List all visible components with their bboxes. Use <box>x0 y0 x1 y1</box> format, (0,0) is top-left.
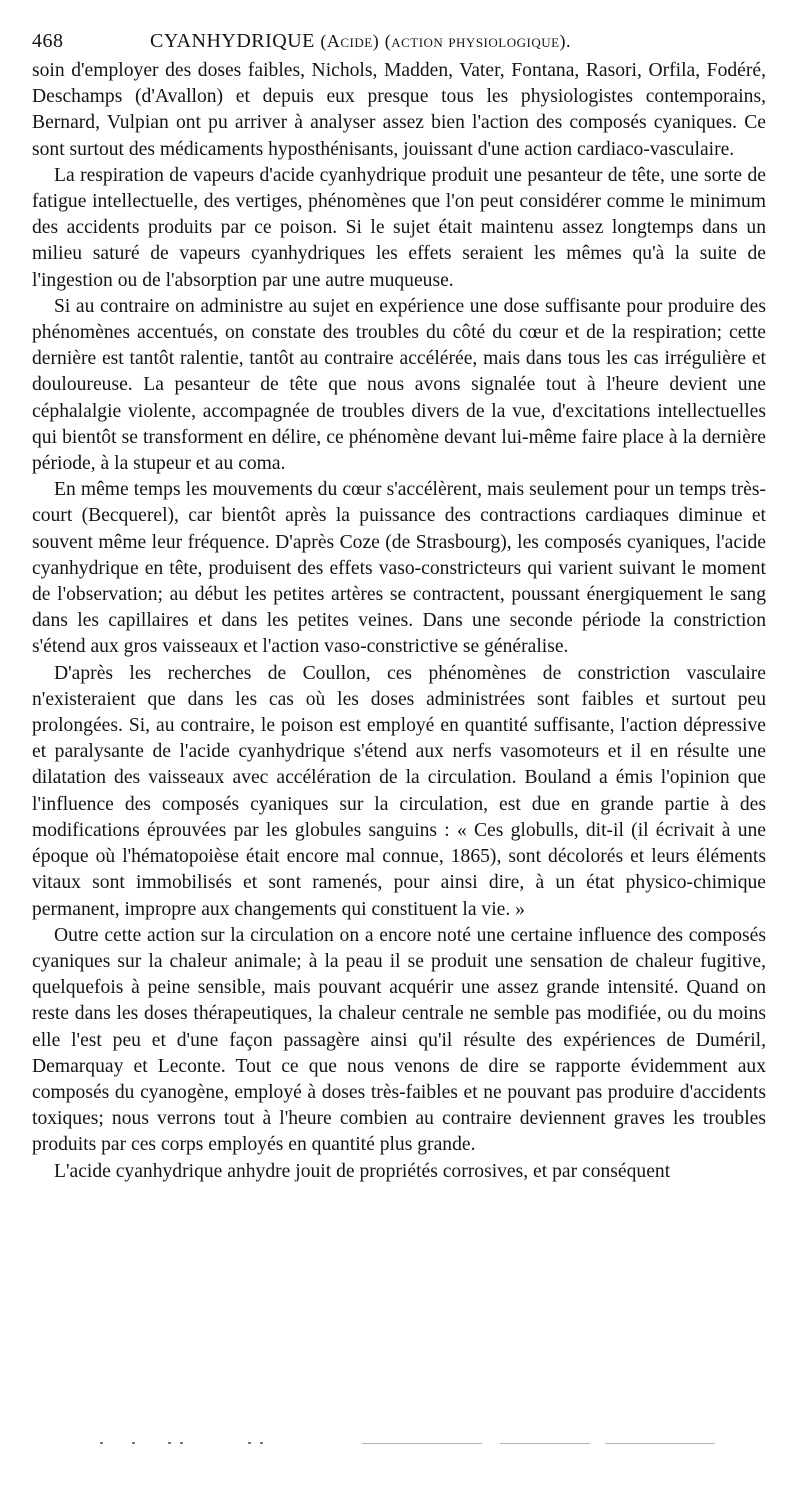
running-title <box>150 30 571 53</box>
scan-smudge <box>605 1443 715 1444</box>
scan-speck <box>100 1442 103 1444</box>
scan-smudge <box>500 1443 590 1444</box>
paragraph-continued: soin d'employer des doses faibles, Nichols, Madden, Vater, Fontana, Rasori, Orfila, Fodéré, Deschamps (d'Avallon) et depuis eux presque tous les physiologistes contemporains, Bernard, Vulpian ont pu arriver à analyser assez bien l'action des composés cyaniques. Ce sont surtout des médicaments hyposthénisants, jouissant d'une action cardiaco-vasculaire. <box>32 60 766 160</box>
scan-speck <box>180 1442 183 1444</box>
paragraph: Si au contraire on administre au sujet en expérience une dose suffisante pour produire des phénomènes accentués, on constate des troubles du côté du cœur et de la respiration; cette dernière est tantôt ralentie, tantôt au contraire accélérée, mais dans tous les cas irrégulière et douloureuse. La pesanteur de tête que nous avons signalée tout à l'heure devient une céphalalgie violente, accompagnée de troubles divers de la vue, d'excitations intellectuelles qui bientôt se transforment en délire, ce phénomène devant lui-même faire place à la dernière période, à la stupeur et au coma. <box>32 295 766 475</box>
body-text <box>32 58 766 1185</box>
page-number: 468 <box>32 30 64 52</box>
scan-speck <box>260 1442 263 1444</box>
paragraph: La respiration de vapeurs d'acide cyanhydrique produit une pesanteur de tête, une sorte de fatigue intellectuelle, des vertiges, phénomènes que l'on peut considérer comme le minimum des accidents produits par ce poison. Si le sujet était maintenu assez longtemps dans un milieu saturé de vapeurs cyanhydriques les effets seraient les mêmes qu'à la suite de l'ingestion ou de l'absorption par une autre muqueuse. <box>32 164 766 291</box>
running-head <box>32 30 766 58</box>
running-title-subject: (Acide) <box>320 31 380 51</box>
scan-speck <box>168 1442 171 1444</box>
document-page <box>32 30 766 1185</box>
scan-speck <box>248 1442 251 1444</box>
scan-smudge <box>362 1443 482 1444</box>
paragraph: En même temps les mouvements du cœur s'accélèrent, mais seulement pour un temps très-court (Becquerel), car bientôt après la puissance des contractions cardiaques diminue et souvent même leur fréquence. D'après Coze (de Strasbourg), les composés cyaniques, l'acide cyanhydrique en tête, produisent des effets vaso-constricteurs qui varient suivant le moment de l'observation; au début les petites artères se contractent, poussant énergiquement le sang dans les capillaires et dans les petites veines. Dans une seconde période la constriction s'étend aux gros vaisseaux et l'action vaso-constrictive se généralise. <box>32 479 766 658</box>
running-title-section: (action physiologique). <box>384 31 572 51</box>
footer-scan-marks <box>100 1438 700 1448</box>
running-title-main: CYANHYDRIQUE <box>150 30 315 52</box>
scan-speck <box>132 1442 135 1444</box>
paragraph: Outre cette action sur la circulation on a encore noté une certaine influence des composés cyaniques sur la chaleur animale; à la peau il se produit une sensation de chaleur fugitive, quelquefois à peine sensible, mais pouvant acquérir une assez grande intensité. Quand on reste dans les doses thérapeutiques, la chaleur centrale ne semble pas modifiée, ou du moins elle l'est peu et d'une façon passagère ainsi qu'il résulte des expériences de Duméril, Demarquay et Leconte. Tout ce que nous venons de dire se rapporte évidemment aux composés du cyanogène, employé à doses très-faibles et ne pouvant pas produire d'accidents toxiques; nous verrons tout à l'heure combien au contraire deviennent graves les troubles produits par ces corps employés en quantité plus grande. <box>32 924 766 1156</box>
paragraph: D'après les recherches de Coullon, ces phénomènes de constriction vasculaire n'existeraient que dans les cas où les doses administrées sont faibles et surtout peu prolongées. Si, au contraire, le poison est employé en quantité suffisante, l'action dépressive et paralysante de l'acide cyanhydrique s'étend aux nerfs vasomoteurs et il en résulte une dilatation des vaisseaux avec accélération de la circulation. Bouland a émis l'opinion que l'influence des composés cyaniques sur la circulation, est due en grande partie à des modifications éprouvées par les globules sanguins : « Ces globulls, dit-il (il écrivait à une époque où l'hématopoièse était encore mal connue, 1865), sont décolorés et leurs éléments vitaux sont immobilisés et sont ramenés, pour ainsi dire, à un état physico-chimique permanent, impropre aux changements qui constituent la vie. » <box>32 662 766 920</box>
paragraph-last: L'acide cyanhydrique anhydre jouit de propriétés corrosives, et par conséquent <box>54 1160 671 1182</box>
